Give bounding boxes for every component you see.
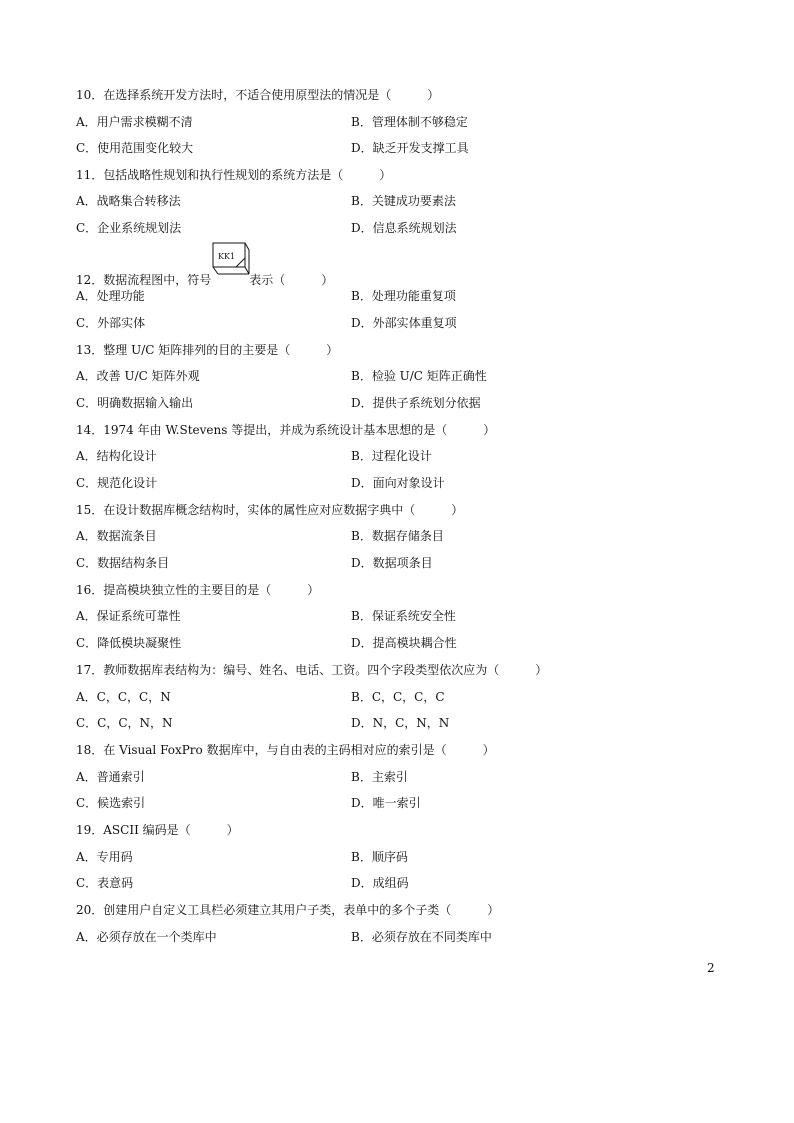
question-13-option-d: D．提供子系统划分依据 <box>351 396 481 410</box>
dfd-duplicate-external-entity-symbol <box>212 252 248 288</box>
question-15-option-c: C．数据结构条目 <box>76 556 170 570</box>
question-12-stem <box>76 252 334 288</box>
question-19-option-d: D．成组码 <box>351 876 409 890</box>
question-10-option-a: A．用户需求模糊不清 <box>76 115 193 129</box>
question-16-option-d: D．提高模块耦合性 <box>351 636 457 650</box>
question-13-option-b: B．检验 U/C 矩阵正确性 <box>351 369 487 383</box>
question-17-option-a: A．C，C，C，N <box>76 690 171 704</box>
question-16-option-a: A．保证系统可靠性 <box>76 609 181 623</box>
question-11-option-a: A．战略集合转移法 <box>76 194 181 208</box>
question-18-option-a: A．普通索引 <box>76 770 145 784</box>
question-19-option-b: B．顺序码 <box>351 850 408 864</box>
question-12-option-a: A．处理功能 <box>76 289 145 303</box>
question-20-option-a: A．必须存放在一个类库中 <box>76 930 217 944</box>
page-number: 2 <box>707 961 715 975</box>
question-12-option-b: B．处理功能重复项 <box>351 289 456 303</box>
question-11-stem: 11．包括战略性规划和执行性规划的系统方法是（ ） <box>76 168 392 182</box>
question-16-stem: 16．提高模块独立性的主要目的是（ ） <box>76 583 320 597</box>
question-14-stem: 14．1974 年由 W.Stevens 等提出，并成为系统设计基本思想的是（ ） <box>76 423 496 437</box>
question-15-option-b: B．数据存储条目 <box>351 529 444 543</box>
question-14-option-c: C．规范化设计 <box>76 476 158 490</box>
question-12-stem-before: 12．数据流程图中，符号 <box>76 273 212 287</box>
dfd-symbol-icon <box>212 242 250 276</box>
question-17-option-c: C．C，C，N，N <box>76 716 173 730</box>
question-13-option-a: A．改善 U/C 矩阵外观 <box>76 369 200 383</box>
question-20-option-b: B．必须存放在不同类库中 <box>351 930 492 944</box>
question-15-option-d: D．数据项条目 <box>351 556 433 570</box>
question-18-option-d: D．唯一索引 <box>351 796 421 810</box>
question-10-option-b: B．管理体制不够稳定 <box>351 115 468 129</box>
question-19-stem: 19．ASCII 编码是（ ） <box>76 823 239 837</box>
question-16-option-b: B．保证系统安全性 <box>351 609 456 623</box>
question-19-option-a: A．专用码 <box>76 850 133 864</box>
question-10-option-d: D．缺乏开发支撑工具 <box>351 141 469 155</box>
question-14-option-a: A．结构化设计 <box>76 449 157 463</box>
question-11-option-d: D．信息系统规划法 <box>351 221 457 235</box>
question-17-stem: 17．教师数据库表结构为：编号、姓名、电话、工资。四个字段类型依次应为（ ） <box>76 663 548 677</box>
question-18-option-b: B．主索引 <box>351 770 408 784</box>
question-14-option-d: D．面向对象设计 <box>351 476 445 490</box>
question-13-option-c: C．明确数据输入输出 <box>76 396 194 410</box>
question-15-stem: 15．在设计数据库概念结构时，实体的属性应对应数据字典中（ ） <box>76 503 464 517</box>
question-11-option-c: C．企业系统规划法 <box>76 221 182 235</box>
question-17-option-b: B．C，C，C，C <box>351 690 445 704</box>
dfd-symbol-label: KK1 <box>218 252 236 261</box>
question-10-option-c: C．使用范围变化较大 <box>76 141 194 155</box>
question-12-stem-after: 表示（ ） <box>249 273 334 287</box>
question-19-option-c: C．表意码 <box>76 876 134 890</box>
question-16-option-c: C．降低模块凝聚性 <box>76 636 182 650</box>
question-13-stem: 13．整理 U/C 矩阵排列的目的主要是（ ） <box>76 343 339 357</box>
question-10-stem: 10．在选择系统开发方法时，不适合使用原型法的情况是（ ） <box>76 88 440 102</box>
question-15-option-a: A．数据流条目 <box>76 529 157 543</box>
question-11-option-b: B．关键成功要素法 <box>351 194 456 208</box>
question-12-option-c: C．外部实体 <box>76 316 146 330</box>
question-18-option-c: C．候选索引 <box>76 796 146 810</box>
question-18-stem: 18．在 Visual FoxPro 数据库中，与自由表的主码相对应的索引是（ ） <box>76 743 495 757</box>
question-17-option-d: D．N，C，N，N <box>351 716 450 730</box>
question-12-option-d: D．外部实体重复项 <box>351 316 457 330</box>
question-20-stem: 20．创建用户自定义工具栏必须建立其用户子类，表单中的多个子类（ ） <box>76 903 500 917</box>
question-14-option-b: B．过程化设计 <box>351 449 432 463</box>
